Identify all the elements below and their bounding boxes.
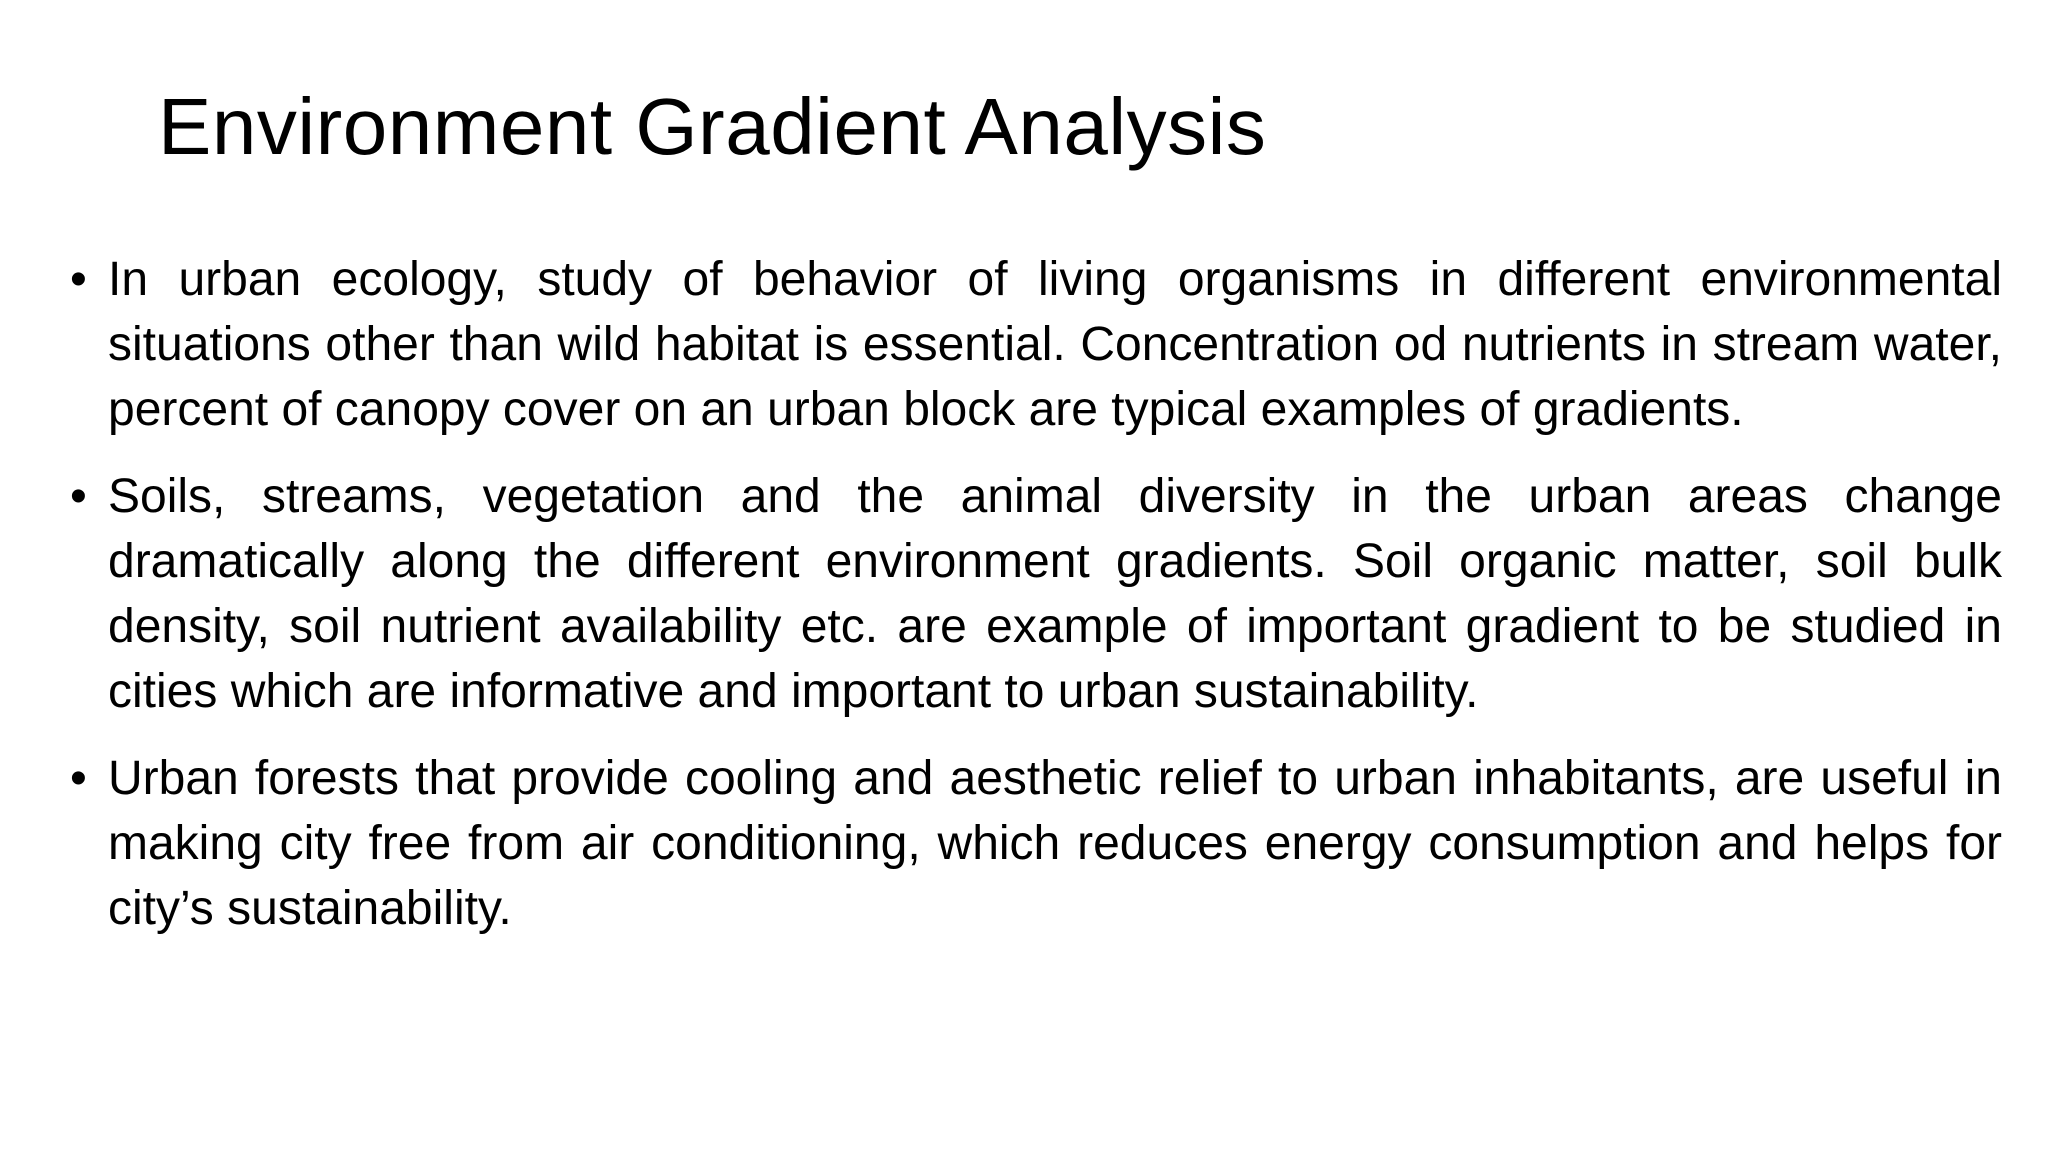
bullet-point-icon: • <box>70 253 87 306</box>
bullet-point-icon: • <box>70 470 87 523</box>
slide-title: Environment Gradient Analysis <box>158 82 1267 171</box>
bullet-text: Urban forests that provide cooling and aesthetic relief to urban inhabitants, are useful in making city free from air conditioning, which reduces energy consumption and helps for city’s sustainability. <box>108 752 2002 935</box>
bullet-item <box>70 247 2002 442</box>
bullet-text: In urban ecology, study of behavior of living organisms in different environmental situations other than wild habitat is essential. Concentration od nutrients in stream water, percent of canopy cover on an urban block are typical examples of gradients. <box>108 253 2002 436</box>
bullet-item <box>70 464 2002 724</box>
bullet-list <box>70 247 2002 963</box>
bullet-text: Soils, streams, vegetation and the animal diversity in the urban areas change dramatically along the different environment gradients. Soil organic matter, soil bulk density, soil nutrient availability etc. are example of important gradient to be studied in cities which are informative and important to urban sustainability. <box>108 470 2002 718</box>
bullet-point-icon: • <box>70 752 87 805</box>
bullet-item <box>70 746 2002 941</box>
